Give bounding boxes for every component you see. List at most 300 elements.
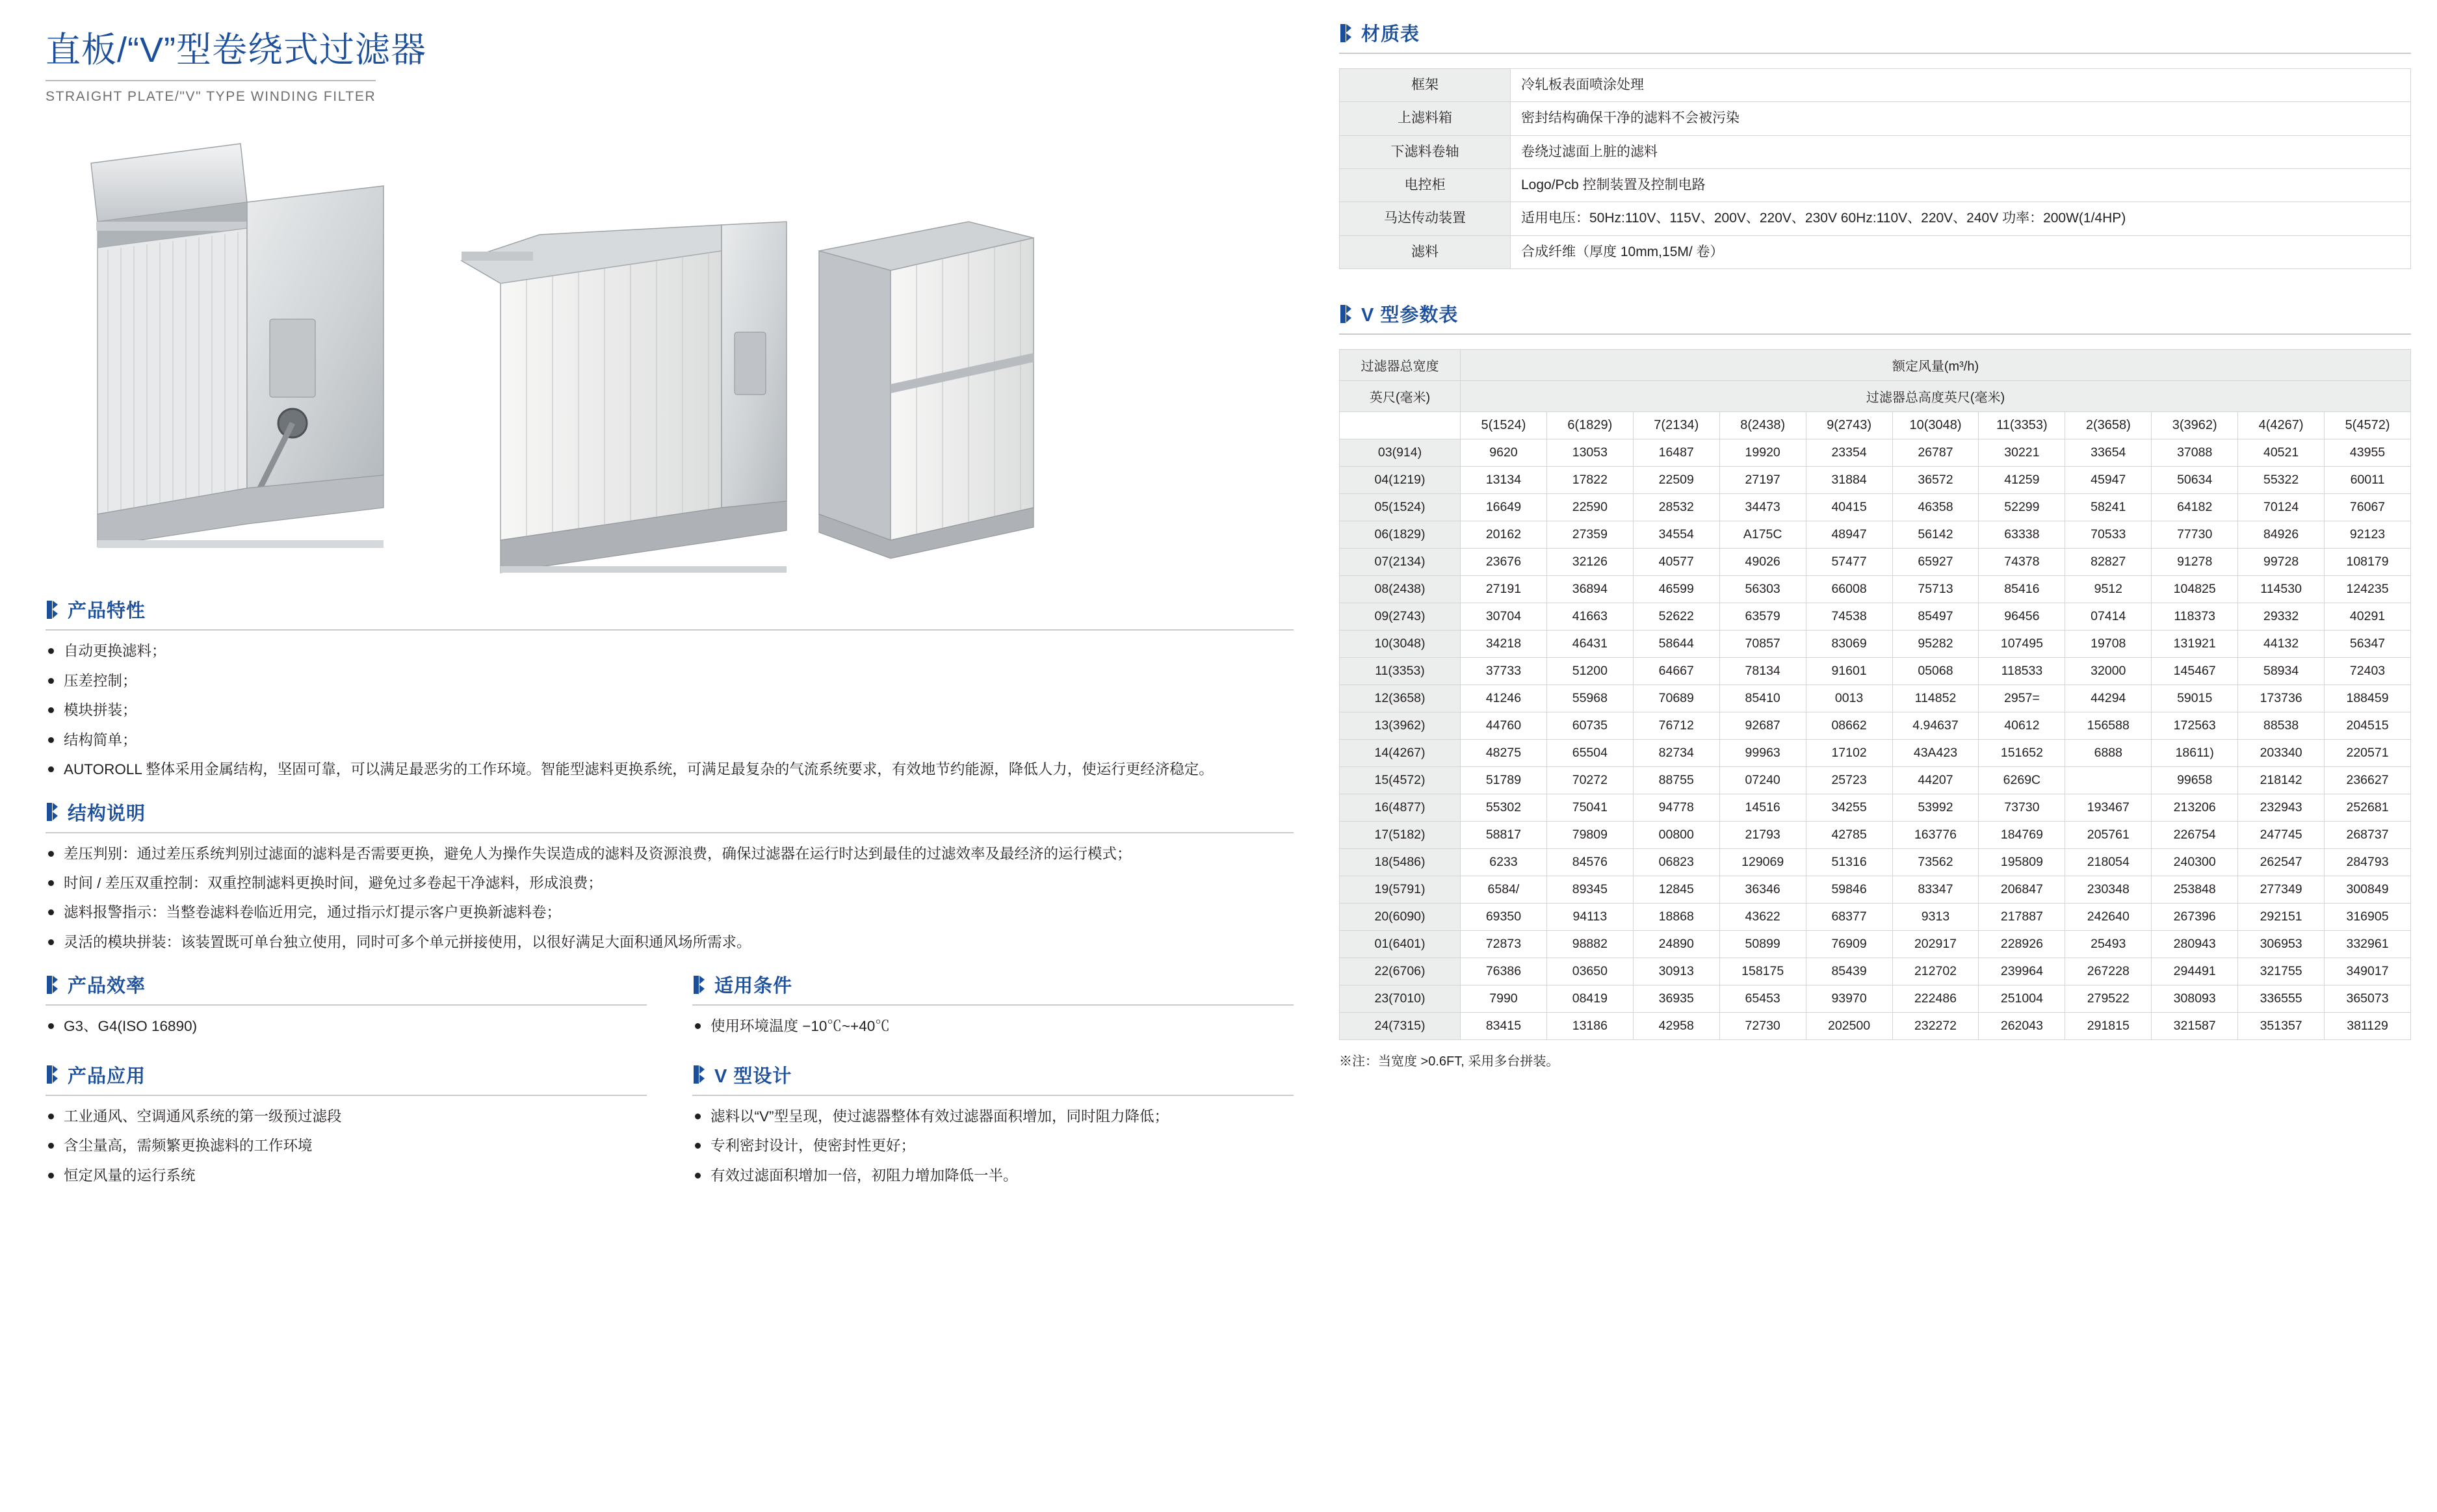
table-cell: 34218: [1461, 631, 1547, 658]
table-cell: 267228: [2065, 958, 2152, 985]
table-cell: 36935: [1633, 985, 1719, 1013]
table-cell: 332961: [2325, 931, 2411, 958]
table-cell: 06823: [1633, 849, 1719, 876]
row-label: 23(7010): [1340, 985, 1461, 1013]
table-cell: 336555: [2238, 985, 2325, 1013]
table-row: [1340, 169, 2411, 202]
row-label: 07(2134): [1340, 549, 1461, 576]
table-cell: 17102: [1806, 740, 1892, 767]
table-cell: 41259: [1979, 467, 2065, 494]
section-structure: [46, 799, 1294, 955]
table-cell: 34255: [1806, 794, 1892, 822]
table-cell: 206847: [1979, 876, 2065, 904]
table-cell: 44760: [1461, 712, 1547, 740]
application-vdesign-row: [46, 1062, 1294, 1193]
table-cell: 262547: [2238, 849, 2325, 876]
table-cell: 6584/: [1461, 876, 1547, 904]
table-cell: 365073: [2325, 985, 2411, 1013]
table-cell: 50634: [2152, 467, 2238, 494]
table-cell: 163776: [1892, 822, 1979, 849]
row-label: 01(6401): [1340, 931, 1461, 958]
table-cell: 60735: [1546, 712, 1633, 740]
table-cell: 59846: [1806, 876, 1892, 904]
table-cell: 247745: [2238, 822, 2325, 849]
header-col: 2(3658): [2065, 412, 2152, 439]
row-label: 18(5486): [1340, 849, 1461, 876]
table-cell: 308093: [2152, 985, 2238, 1013]
section-vdesign: [692, 1062, 1294, 1193]
efficiency-list: [46, 1015, 647, 1038]
table-cell: 40612: [1979, 712, 2065, 740]
blue-flag-icon: [692, 1065, 705, 1084]
row-label: 22(6706): [1340, 958, 1461, 985]
table-cell: 74378: [1979, 549, 2065, 576]
header-col: 5(1524): [1461, 412, 1547, 439]
material-table-header: [1339, 20, 2411, 54]
table-cell: 33654: [2065, 439, 2152, 467]
table-cell: 83347: [1892, 876, 1979, 904]
list-item: 滤料以“V”型呈现，使过滤器整体有效过滤器面积增加，同时阻力降低；: [692, 1105, 1294, 1128]
table-cell: 75041: [1546, 794, 1633, 822]
table-cell: 292151: [2238, 904, 2325, 931]
table-cell: 172563: [2152, 712, 2238, 740]
table-cell: 32126: [1546, 549, 1633, 576]
table-cell: 64182: [2152, 494, 2238, 521]
table-row: [1340, 467, 2411, 494]
table-cell: 76067: [2325, 494, 2411, 521]
table-cell: 56303: [1719, 576, 1806, 603]
section-title-material: 材质表: [1361, 24, 1420, 45]
table-cell: 58241: [2065, 494, 2152, 521]
table-cell: 63338: [1979, 521, 2065, 549]
table-cell: 26787: [1892, 439, 1979, 467]
table-cell: 99658: [2152, 767, 2238, 794]
table-row: [1340, 931, 2411, 958]
table-cell: 45947: [2065, 467, 2152, 494]
table-cell: 14516: [1719, 794, 1806, 822]
material-key: 滤料: [1340, 235, 1511, 268]
table-row: [1340, 822, 2411, 849]
table-cell: 72403: [2325, 658, 2411, 685]
material-value: 适用电压：50Hz:110V、115V、200V、220V、230V 60Hz:110V、220V、240V 功率：200W(1/4HP): [1511, 202, 2411, 235]
table-cell: 13186: [1546, 1013, 1633, 1040]
header-col: 8(2438): [1719, 412, 1806, 439]
table-cell: 30913: [1633, 958, 1719, 985]
row-label: 03(914): [1340, 439, 1461, 467]
list-item: 灵活的模块拼装：该装置既可单台独立使用，同时可多个单元拼接使用，以很好满足大面积通风场所需求。: [46, 931, 1294, 954]
table-row: [1340, 876, 2411, 904]
table-cell: 94113: [1546, 904, 1633, 931]
table-cell: 32000: [2065, 658, 2152, 685]
table-cell: 20162: [1461, 521, 1547, 549]
table-cell: 07240: [1719, 767, 1806, 794]
row-label: 20(6090): [1340, 904, 1461, 931]
table-cell: 05068: [1892, 658, 1979, 685]
table-cell: 239964: [1979, 958, 2065, 985]
unit-left: [91, 144, 384, 548]
table-cell: 31884: [1806, 467, 1892, 494]
table-cell: 242640: [2065, 904, 2152, 931]
table-cell: 25723: [1806, 767, 1892, 794]
section-efficiency: [46, 971, 647, 1044]
table-cell: 321755: [2238, 958, 2325, 985]
table-cell: 131921: [2152, 631, 2238, 658]
material-key: 框架: [1340, 69, 1511, 102]
table-cell: 42785: [1806, 822, 1892, 849]
table-cell: 43A423: [1892, 740, 1979, 767]
table-cell: 268737: [2325, 822, 2411, 849]
table-cell: 83415: [1461, 1013, 1547, 1040]
table-cell: 230348: [2065, 876, 2152, 904]
table-row: [1340, 235, 2411, 268]
table-cell: 08662: [1806, 712, 1892, 740]
section-title-application: 产品应用: [68, 1065, 146, 1087]
table-row: [1340, 439, 2411, 467]
table-row: [1340, 904, 2411, 931]
table-row: [1340, 794, 2411, 822]
table-cell: 93970: [1806, 985, 1892, 1013]
parameter-table-body: [1340, 439, 2411, 1040]
table-cell: 114530: [2238, 576, 2325, 603]
table-cell: 291815: [2065, 1013, 2152, 1040]
table-row: [1340, 658, 2411, 685]
table-cell: 12845: [1633, 876, 1719, 904]
table-cell: 94778: [1633, 794, 1719, 822]
header-rated-airflow: 额定风量(m³/h): [1461, 350, 2411, 381]
table-cell: 40521: [2238, 439, 2325, 467]
table-cell: 76712: [1633, 712, 1719, 740]
table-cell: 351357: [2238, 1013, 2325, 1040]
table-cell: 56347: [2325, 631, 2411, 658]
row-label: 11(3353): [1340, 658, 1461, 685]
vdesign-list: [692, 1105, 1294, 1188]
header-col: 10(3048): [1892, 412, 1979, 439]
table-row: [1340, 549, 2411, 576]
blue-flag-icon: [46, 1065, 59, 1084]
table-cell: 151652: [1979, 740, 2065, 767]
table-cell: 118373: [2152, 603, 2238, 631]
table-cell: 34554: [1633, 521, 1719, 549]
table-cell: 76909: [1806, 931, 1892, 958]
table-cell: 40291: [2325, 603, 2411, 631]
table-cell: 70689: [1633, 685, 1719, 712]
table-cell: 08419: [1546, 985, 1633, 1013]
section-application: [46, 1062, 647, 1193]
section-title-efficiency: 产品效率: [68, 976, 146, 997]
table-cell: 82734: [1633, 740, 1719, 767]
blue-flag-icon: [46, 601, 59, 619]
table-cell: 84576: [1546, 849, 1633, 876]
table-cell: 98882: [1546, 931, 1633, 958]
table-cell: 95282: [1892, 631, 1979, 658]
parameter-table-header: [1339, 300, 2411, 335]
table-cell: 23354: [1806, 439, 1892, 467]
table-cell: 48275: [1461, 740, 1547, 767]
header-col: 4(4267): [2238, 412, 2325, 439]
table-header-row: [1340, 381, 2411, 412]
table-cell: 91278: [2152, 549, 2238, 576]
table-cell: 91601: [1806, 658, 1892, 685]
table-cell: 300849: [2325, 876, 2411, 904]
table-cell: 41663: [1546, 603, 1633, 631]
table-cell: 44132: [2238, 631, 2325, 658]
material-value: 合成纤维（厚度 10mm,15M/ 卷）: [1511, 235, 2411, 268]
table-cell: 188459: [2325, 685, 2411, 712]
section-title-features: 产品特性: [68, 601, 146, 622]
row-label: 06(1829): [1340, 521, 1461, 549]
blue-flag-icon: [46, 976, 59, 994]
table-cell: 217887: [1979, 904, 2065, 931]
table-row: [1340, 494, 2411, 521]
table-cell: 89345: [1546, 876, 1633, 904]
table-cell: 253848: [2152, 876, 2238, 904]
table-cell: 16649: [1461, 494, 1547, 521]
table-cell: 2957=: [1979, 685, 2065, 712]
table-cell: 13134: [1461, 467, 1547, 494]
list-item: 结构简单；: [46, 729, 1294, 752]
table-cell: 27359: [1546, 521, 1633, 549]
material-key: 马达传动装置: [1340, 202, 1511, 235]
application-list: [46, 1105, 647, 1188]
left-column: [46, 20, 1320, 1499]
filter-units-illustration: [46, 124, 1255, 579]
table-header-row: [1340, 412, 2411, 439]
table-cell: 9313: [1892, 904, 1979, 931]
table-cell: 03650: [1546, 958, 1633, 985]
table-cell: 55302: [1461, 794, 1547, 822]
table-cell: 79809: [1546, 822, 1633, 849]
table-cell: 228926: [1979, 931, 2065, 958]
table-cell: 99728: [2238, 549, 2325, 576]
table-row: [1340, 69, 2411, 102]
table-cell: 36346: [1719, 876, 1806, 904]
row-label: 08(2438): [1340, 576, 1461, 603]
table-cell: 46599: [1633, 576, 1719, 603]
table-cell: 88755: [1633, 767, 1719, 794]
material-table: [1339, 68, 2411, 269]
table-cell: 6233: [1461, 849, 1547, 876]
table-row: [1340, 576, 2411, 603]
table-cell: 55968: [1546, 685, 1633, 712]
list-item: 压差控制；: [46, 670, 1294, 693]
row-label: 17(5182): [1340, 822, 1461, 849]
table-cell: 83069: [1806, 631, 1892, 658]
header-col: 3(3962): [2152, 412, 2238, 439]
table-cell: 240300: [2152, 849, 2238, 876]
blue-flag-icon: [1339, 24, 1352, 42]
table-cell: 193467: [2065, 794, 2152, 822]
table-cell: 23676: [1461, 549, 1547, 576]
table-cell: 108179: [2325, 549, 2411, 576]
table-cell: 294491: [2152, 958, 2238, 985]
table-cell: 85410: [1719, 685, 1806, 712]
table-cell: 7990: [1461, 985, 1547, 1013]
table-cell: 29332: [2238, 603, 2325, 631]
list-item: 含尘量高，需频繁更换滤料的工作环境: [46, 1134, 647, 1158]
header-corner-blank: [1340, 412, 1461, 439]
blue-flag-icon: [46, 803, 59, 821]
table-cell: 202917: [1892, 931, 1979, 958]
table-cell: 280943: [2152, 931, 2238, 958]
table-cell: 262043: [1979, 1013, 2065, 1040]
row-label: 19(5791): [1340, 876, 1461, 904]
table-row: [1340, 740, 2411, 767]
table-cell: 321587: [2152, 1013, 2238, 1040]
table-cell: 85439: [1806, 958, 1892, 985]
table-row: [1340, 135, 2411, 168]
row-label: 04(1219): [1340, 467, 1461, 494]
row-label: 16(4877): [1340, 794, 1461, 822]
table-cell: 58934: [2238, 658, 2325, 685]
table-cell: 65453: [1719, 985, 1806, 1013]
table-cell: 24890: [1633, 931, 1719, 958]
parameter-table: [1339, 349, 2411, 1040]
row-label: 24(7315): [1340, 1013, 1461, 1040]
table-cell: 53992: [1892, 794, 1979, 822]
table-cell: 19920: [1719, 439, 1806, 467]
table-cell: 27191: [1461, 576, 1547, 603]
table-cell: 18868: [1633, 904, 1719, 931]
table-cell: 156588: [2065, 712, 2152, 740]
table-cell: 17822: [1546, 467, 1633, 494]
table-cell: 252681: [2325, 794, 2411, 822]
table-cell: 99963: [1719, 740, 1806, 767]
table-cell: 42958: [1633, 1013, 1719, 1040]
table-cell: 277349: [2238, 876, 2325, 904]
page-title: 直板/“V”型卷绕式过滤器: [46, 31, 426, 70]
table-row: [1340, 202, 2411, 235]
table-cell: 212702: [1892, 958, 1979, 985]
list-item: 有效过滤面积增加一倍，初阻力增加降低一半。: [692, 1164, 1294, 1188]
table-cell: 63579: [1719, 603, 1806, 631]
list-item: 滤料报警指示：当整卷滤料卷临近用完，通过指示灯提示客户更换新滤料卷；: [46, 901, 1294, 924]
table-cell: 85416: [1979, 576, 2065, 603]
table-cell: 55322: [2238, 467, 2325, 494]
row-label: 15(4572): [1340, 767, 1461, 794]
table-cell: 56142: [1892, 521, 1979, 549]
row-label: 12(3658): [1340, 685, 1461, 712]
table-cell: 381129: [2325, 1013, 2411, 1040]
table-cell: 204515: [2325, 712, 2411, 740]
table-cell: 36894: [1546, 576, 1633, 603]
table-cell: 70124: [2238, 494, 2325, 521]
table-cell: 279522: [2065, 985, 2152, 1013]
header-feet-mm: 英尺(毫米): [1340, 381, 1461, 412]
table-row: [1340, 1013, 2411, 1040]
section-conditions: [692, 971, 1294, 1044]
table-cell: 44207: [1892, 767, 1979, 794]
table-cell: 49026: [1719, 549, 1806, 576]
table-cell: 43622: [1719, 904, 1806, 931]
section-header: [692, 971, 1294, 1006]
parameter-footnote: ※注：当宽度 >0.6FT, 采用多台拼装。: [1339, 1054, 1559, 1069]
table-row: [1340, 685, 2411, 712]
table-cell: 19708: [2065, 631, 2152, 658]
table-cell: 124235: [2325, 576, 2411, 603]
table-cell: 22509: [1633, 467, 1719, 494]
table-cell: 74538: [1806, 603, 1892, 631]
unit-right: [819, 222, 1034, 558]
list-item: 模块拼装；: [46, 699, 1294, 722]
list-item: 自动更换滤料；: [46, 640, 1294, 663]
table-row: [1340, 712, 2411, 740]
table-cell: 267396: [2152, 904, 2238, 931]
table-cell: 40577: [1633, 549, 1719, 576]
table-cell: 58817: [1461, 822, 1547, 849]
table-cell: 0013: [1806, 685, 1892, 712]
table-cell: 52299: [1979, 494, 2065, 521]
table-cell: 34473: [1719, 494, 1806, 521]
section-title-conditions: 适用条件: [714, 976, 793, 997]
table-cell: 59015: [2152, 685, 2238, 712]
section-header: [692, 1062, 1294, 1096]
row-label: 13(3962): [1340, 712, 1461, 740]
blue-flag-icon: [1339, 305, 1352, 323]
table-cell: 52622: [1633, 603, 1719, 631]
table-cell: 64667: [1633, 658, 1719, 685]
table-cell: 13053: [1546, 439, 1633, 467]
table-cell: 226754: [2152, 822, 2238, 849]
row-label: 09(2743): [1340, 603, 1461, 631]
header-total-width: 过滤器总宽度: [1340, 350, 1461, 381]
table-cell: 107495: [1979, 631, 2065, 658]
table-cell: 6269C: [1979, 767, 2065, 794]
table-cell: 173736: [2238, 685, 2325, 712]
row-label: 10(3048): [1340, 631, 1461, 658]
table-cell: 222486: [1892, 985, 1979, 1013]
table-cell: 51789: [1461, 767, 1547, 794]
table-cell: 88538: [2238, 712, 2325, 740]
header-col: 5(4572): [2325, 412, 2411, 439]
table-cell: 44294: [2065, 685, 2152, 712]
table-cell: 28532: [1633, 494, 1719, 521]
table-cell: 36572: [1892, 467, 1979, 494]
material-key: 电控柜: [1340, 169, 1511, 202]
table-cell: 65927: [1892, 549, 1979, 576]
list-item: 使用环境温度 −10℃~+40℃: [692, 1015, 1294, 1038]
list-item: 时间 / 差压双重控制：双重控制滤料更换时间，避免过多卷起干净滤料，形成浪费；: [46, 872, 1294, 895]
blue-flag-icon: [692, 976, 705, 994]
table-cell: 43955: [2325, 439, 2411, 467]
material-value: 密封结构确保干净的滤料不会被污染: [1511, 102, 2411, 135]
table-cell: 60011: [2325, 467, 2411, 494]
table-cell: 316905: [2325, 904, 2411, 931]
table-cell: 4.94637: [1892, 712, 1979, 740]
table-cell: 349017: [2325, 958, 2411, 985]
table-cell: 66008: [1806, 576, 1892, 603]
material-key: 下滤料卷轴: [1340, 135, 1511, 168]
table-cell: 40415: [1806, 494, 1892, 521]
table-cell: 92687: [1719, 712, 1806, 740]
section-features: [46, 596, 1294, 781]
features-list: [46, 640, 1294, 781]
table-cell: 114852: [1892, 685, 1979, 712]
table-cell: 37733: [1461, 658, 1547, 685]
table-cell: 118533: [1979, 658, 2065, 685]
table-cell: 84926: [2238, 521, 2325, 549]
table-row: [1340, 985, 2411, 1013]
table-cell: 72873: [1461, 931, 1547, 958]
section-title-parameters: V 型参数表: [1361, 305, 1459, 326]
table-cell: 232272: [1892, 1013, 1979, 1040]
table-cell: 220571: [2325, 740, 2411, 767]
table-cell: 236627: [2325, 767, 2411, 794]
table-cell: 72730: [1719, 1013, 1806, 1040]
table-cell: 76386: [1461, 958, 1547, 985]
table-cell: 9620: [1461, 439, 1547, 467]
table-cell: 37088: [2152, 439, 2238, 467]
table-cell: 218142: [2238, 767, 2325, 794]
